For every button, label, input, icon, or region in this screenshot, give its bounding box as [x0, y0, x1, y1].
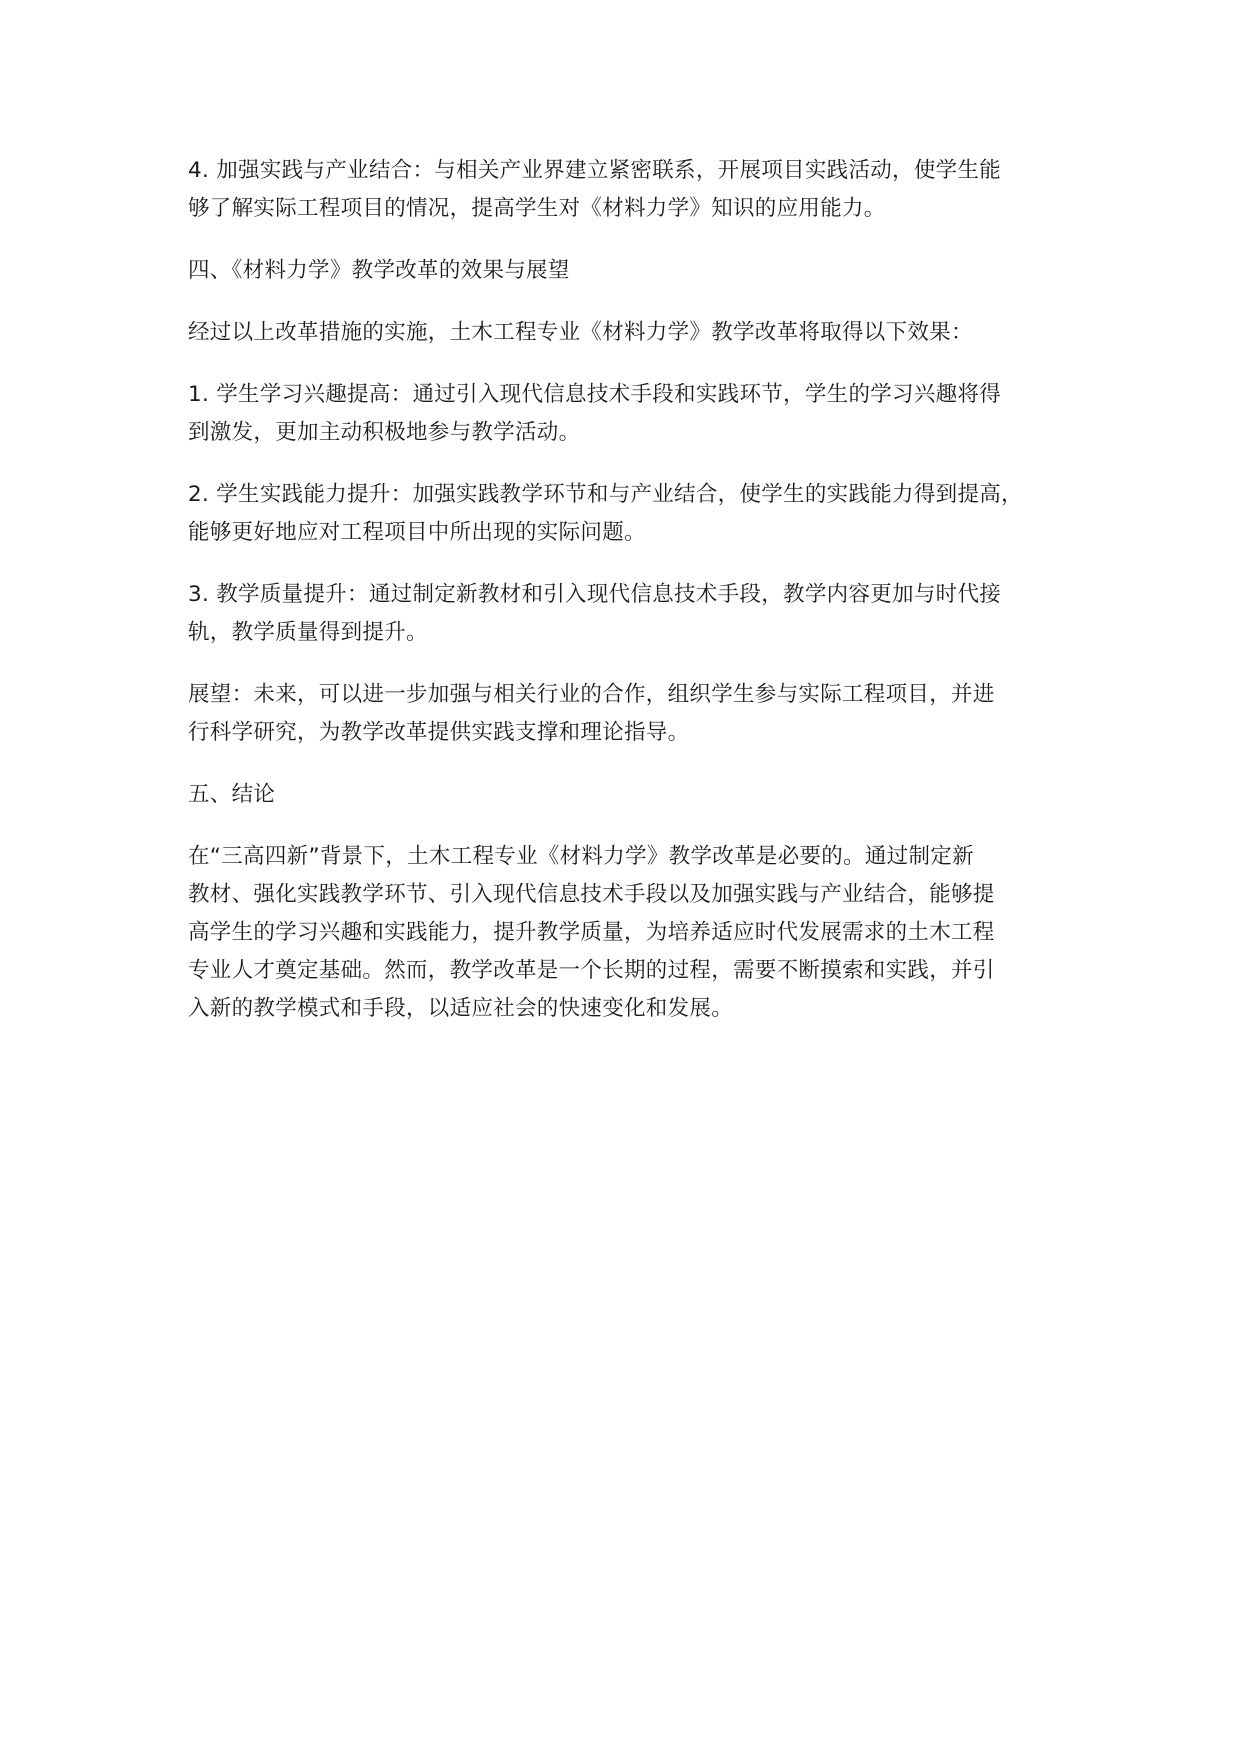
- paragraph-intro: [188, 314, 1080, 352]
- section-4-heading: 四、《材料力学》教学改革的效果与展望: [188, 258, 570, 283]
- paragraph-item-4: [188, 152, 1080, 228]
- text-line: 轨，教学质量得到提升。: [188, 620, 428, 645]
- text-line: 经过以上改革措施的实施，土木工程专业《材料力学》教学改革将取得以下效果：: [188, 320, 973, 345]
- text-line: 够了解实际工程项目的情况，提高学生对《材料力学》知识的应用能力。: [188, 196, 886, 221]
- text-line: 专业人才奠定基础。然而，教学改革是一个长期的过程，需要不断摸索和实践，并引: [188, 958, 995, 983]
- section-5-heading: 五、结论: [188, 782, 276, 807]
- text-line: 在“三高四新”背景下，土木工程专业《材料力学》教学改革是必要的。通过制定新: [188, 844, 974, 869]
- paragraph-effect-1: [188, 376, 1080, 452]
- text-line: 教材、强化实践教学环节、引入现代信息技术手段以及加强实践与产业结合，能够提: [188, 882, 995, 907]
- text-line: 能够更好地应对工程项目中所出现的实际问题。: [188, 520, 646, 545]
- paragraph-conclusion: [188, 838, 1080, 1028]
- text-line: 3. 教学质量提升：通过制定新教材和引入现代信息技术手段，教学内容更加与时代接: [188, 582, 1002, 607]
- text-line: 到激发，更加主动积极地参与教学活动。: [188, 420, 581, 445]
- document-body: [188, 152, 1080, 1052]
- text-line: 高学生的学习兴趣和实践能力，提升教学质量，为培养适应时代发展需求的土木工程: [188, 920, 995, 945]
- paragraph-effect-2: [188, 476, 1080, 552]
- text-line: 1. 学生学习兴趣提高：通过引入现代信息技术手段和实践环节，学生的学习兴趣将得: [188, 382, 1002, 407]
- paragraph-effect-3: [188, 576, 1080, 652]
- text-line: 行科学研究，为教学改革提供实践支撑和理论指导。: [188, 720, 690, 745]
- text-line: 2. 学生实践能力提升：加强实践教学环节和与产业结合，使学生的实践能力得到提高，: [188, 482, 1023, 507]
- text-line: 4. 加强实践与产业结合：与相关产业界建立紧密联系，开展项目实践活动，使学生能: [188, 158, 1002, 183]
- text-line: 入新的教学模式和手段，以适应社会的快速变化和发展。: [188, 996, 734, 1021]
- paragraph-outlook: [188, 676, 1080, 752]
- text-line: 展望：未来，可以进一步加强与相关行业的合作，组织学生参与实际工程项目，并进: [188, 682, 995, 707]
